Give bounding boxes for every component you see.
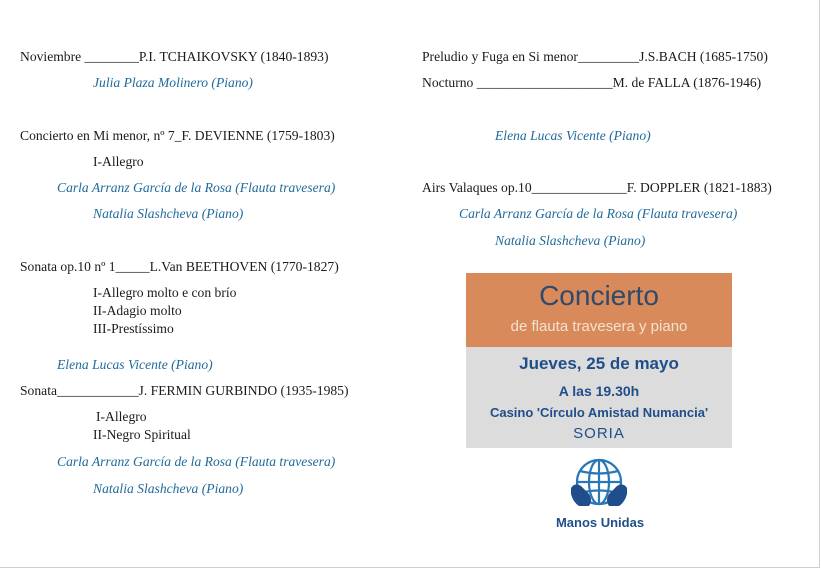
poster-date: Jueves, 25 de mayo [519, 354, 679, 373]
program-performer: Elena Lucas Vicente (Piano) [57, 357, 213, 372]
poster-subtitle: de flauta travesera y piano [510, 318, 688, 335]
program-work: Nocturno ____________________M. de FALLA (1876-1946) [422, 75, 762, 90]
poster-venue: Casino 'Círculo Amistad Numancia' [489, 405, 709, 420]
poster-details [466, 347, 732, 448]
program-performer: Natalia Slashcheva (Piano) [495, 233, 646, 248]
program-movement: III-Prestíssimo [93, 321, 174, 336]
program-performer: Elena Lucas Vicente (Piano) [495, 128, 651, 143]
program-movement: II-Negro Spiritual [93, 427, 191, 442]
program-work: Sonata____________J. FERMIN GURBINDO (1935-1985) [20, 383, 349, 398]
program-work: Preludio y Fuga en Si menor_________J.S.BACH (1685-1750) [422, 49, 768, 64]
program-work: Noviembre ________P.I. TCHAIKOVSKY (1840-1893) [20, 49, 329, 64]
program-performer: Carla Arranz García de la Rosa (Flauta travesera) [459, 206, 738, 221]
program-movement: I-Allegro [96, 409, 147, 424]
poster-time: A las 19.30h [558, 383, 640, 399]
globe-hands-icon [565, 458, 633, 510]
program-performer: Natalia Slashcheva (Piano) [93, 481, 244, 496]
program-movement: II-Adagio molto [93, 303, 182, 318]
program-work: Airs Valaques op.10______________F. DOPPLER (1821-1883) [422, 180, 772, 195]
poster-city: SORIA [573, 425, 625, 442]
program-performer: Julia Plaza Molinero (Piano) [93, 75, 253, 90]
program-work: Concierto en Mi menor, nº 7_F. DEVIENNE (1759-1803) [20, 128, 335, 143]
logo-name: Manos Unidas [555, 515, 645, 530]
program-movement: I-Allegro [93, 154, 144, 169]
program-performer: Carla Arranz García de la Rosa (Flauta travesera) [57, 180, 336, 195]
program-performer: Carla Arranz García de la Rosa (Flauta travesera) [57, 454, 336, 469]
poster-header [466, 273, 732, 347]
poster-title: Concierto [539, 280, 659, 311]
program-movement: I-Allegro molto e con brío [93, 285, 237, 300]
program-work: Sonata op.10 nº 1_____L.Van BEETHOVEN (1770-1827) [20, 259, 339, 274]
program-performer: Natalia Slashcheva (Piano) [93, 206, 244, 221]
